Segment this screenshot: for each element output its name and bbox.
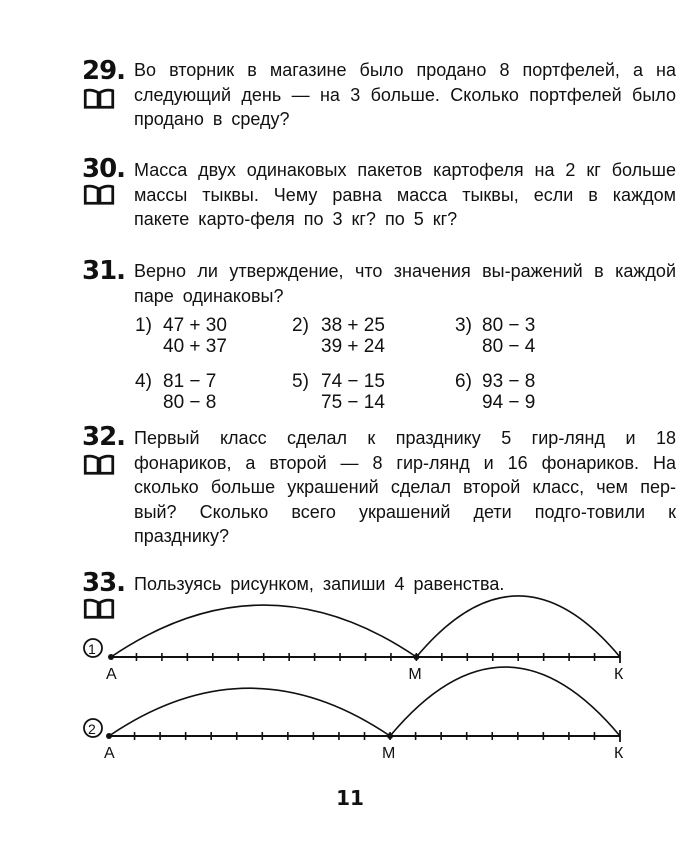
pair-top: 93 − 8 [482, 371, 536, 392]
arc-mk [416, 596, 620, 657]
point-label-0: А [104, 745, 115, 762]
pair-top: 74 − 15 [321, 371, 385, 392]
pair-top: 38 + 25 [321, 315, 385, 336]
segment-diagram-1 [84, 596, 624, 683]
problem-number: 30. [82, 154, 126, 184]
pair-bottom: 94 − 9 [482, 392, 536, 413]
problem-number: 29. [82, 56, 126, 86]
pair-label: 4) [135, 371, 152, 392]
segment-diagram-2 [84, 667, 624, 762]
figure-marker-digit: 1 [88, 641, 96, 657]
problem-number: 33. [82, 568, 126, 598]
arc-am [111, 605, 416, 657]
problem-text: Масса двух одинаковых пакетов картофеля на 2 кг больше массы тыквы. Чему равна масса тыквы, если в каждом пакете карто-феля по 3 кг? по 5 кг? [134, 160, 676, 229]
pair-label: 2) [292, 315, 309, 336]
problem-text: Верно ли утверждение, что значения вы-ражений в каждой паре одинаковы? [134, 261, 676, 306]
problem-text: Во вторник в магазине было продано 8 портфелей, а на следующий день — на 3 больше. Сколько портфелей было продано в среду? [134, 60, 676, 129]
problem-text: Пользуясь рисунком, запиши 4 равенства. [134, 574, 505, 594]
pair-top: 80 − 3 [482, 315, 536, 336]
point-label-1: М [382, 745, 396, 762]
pair-label: 1) [135, 315, 152, 336]
pair-bottom: 75 − 14 [321, 392, 385, 413]
point-label-1: М [408, 666, 422, 683]
pair-top: 81 − 7 [163, 371, 217, 392]
pair-label: 6) [455, 371, 472, 392]
pair-top: 47 + 30 [163, 315, 227, 336]
pair-bottom: 39 + 24 [321, 336, 385, 357]
point-label-2: К [614, 745, 624, 762]
pair-label: 5) [292, 371, 309, 392]
point-label-2: К [614, 666, 624, 683]
problem-number: 32. [82, 422, 126, 452]
point-label-0: А [106, 666, 117, 683]
pair-bottom: 80 − 8 [163, 392, 217, 413]
pair-bottom: 40 + 37 [163, 336, 227, 357]
pair-bottom: 80 − 4 [482, 336, 536, 357]
arc-am [109, 688, 390, 736]
problem-text: Первый класс сделал к празднику 5 гир-лянд и 18 фонариков, а второй — 8 гир-лянд и 16 фонариков. На сколько больше украшений сделал второй класс, чем пер-вый? Сколько всего украшений дети подго-товили к празднику? [134, 428, 676, 546]
arc-mk [390, 667, 620, 736]
problem-number: 31. [82, 256, 126, 286]
figure-marker-digit: 2 [88, 721, 96, 737]
pair-label: 3) [455, 315, 472, 336]
page-number: 11 [336, 786, 364, 810]
